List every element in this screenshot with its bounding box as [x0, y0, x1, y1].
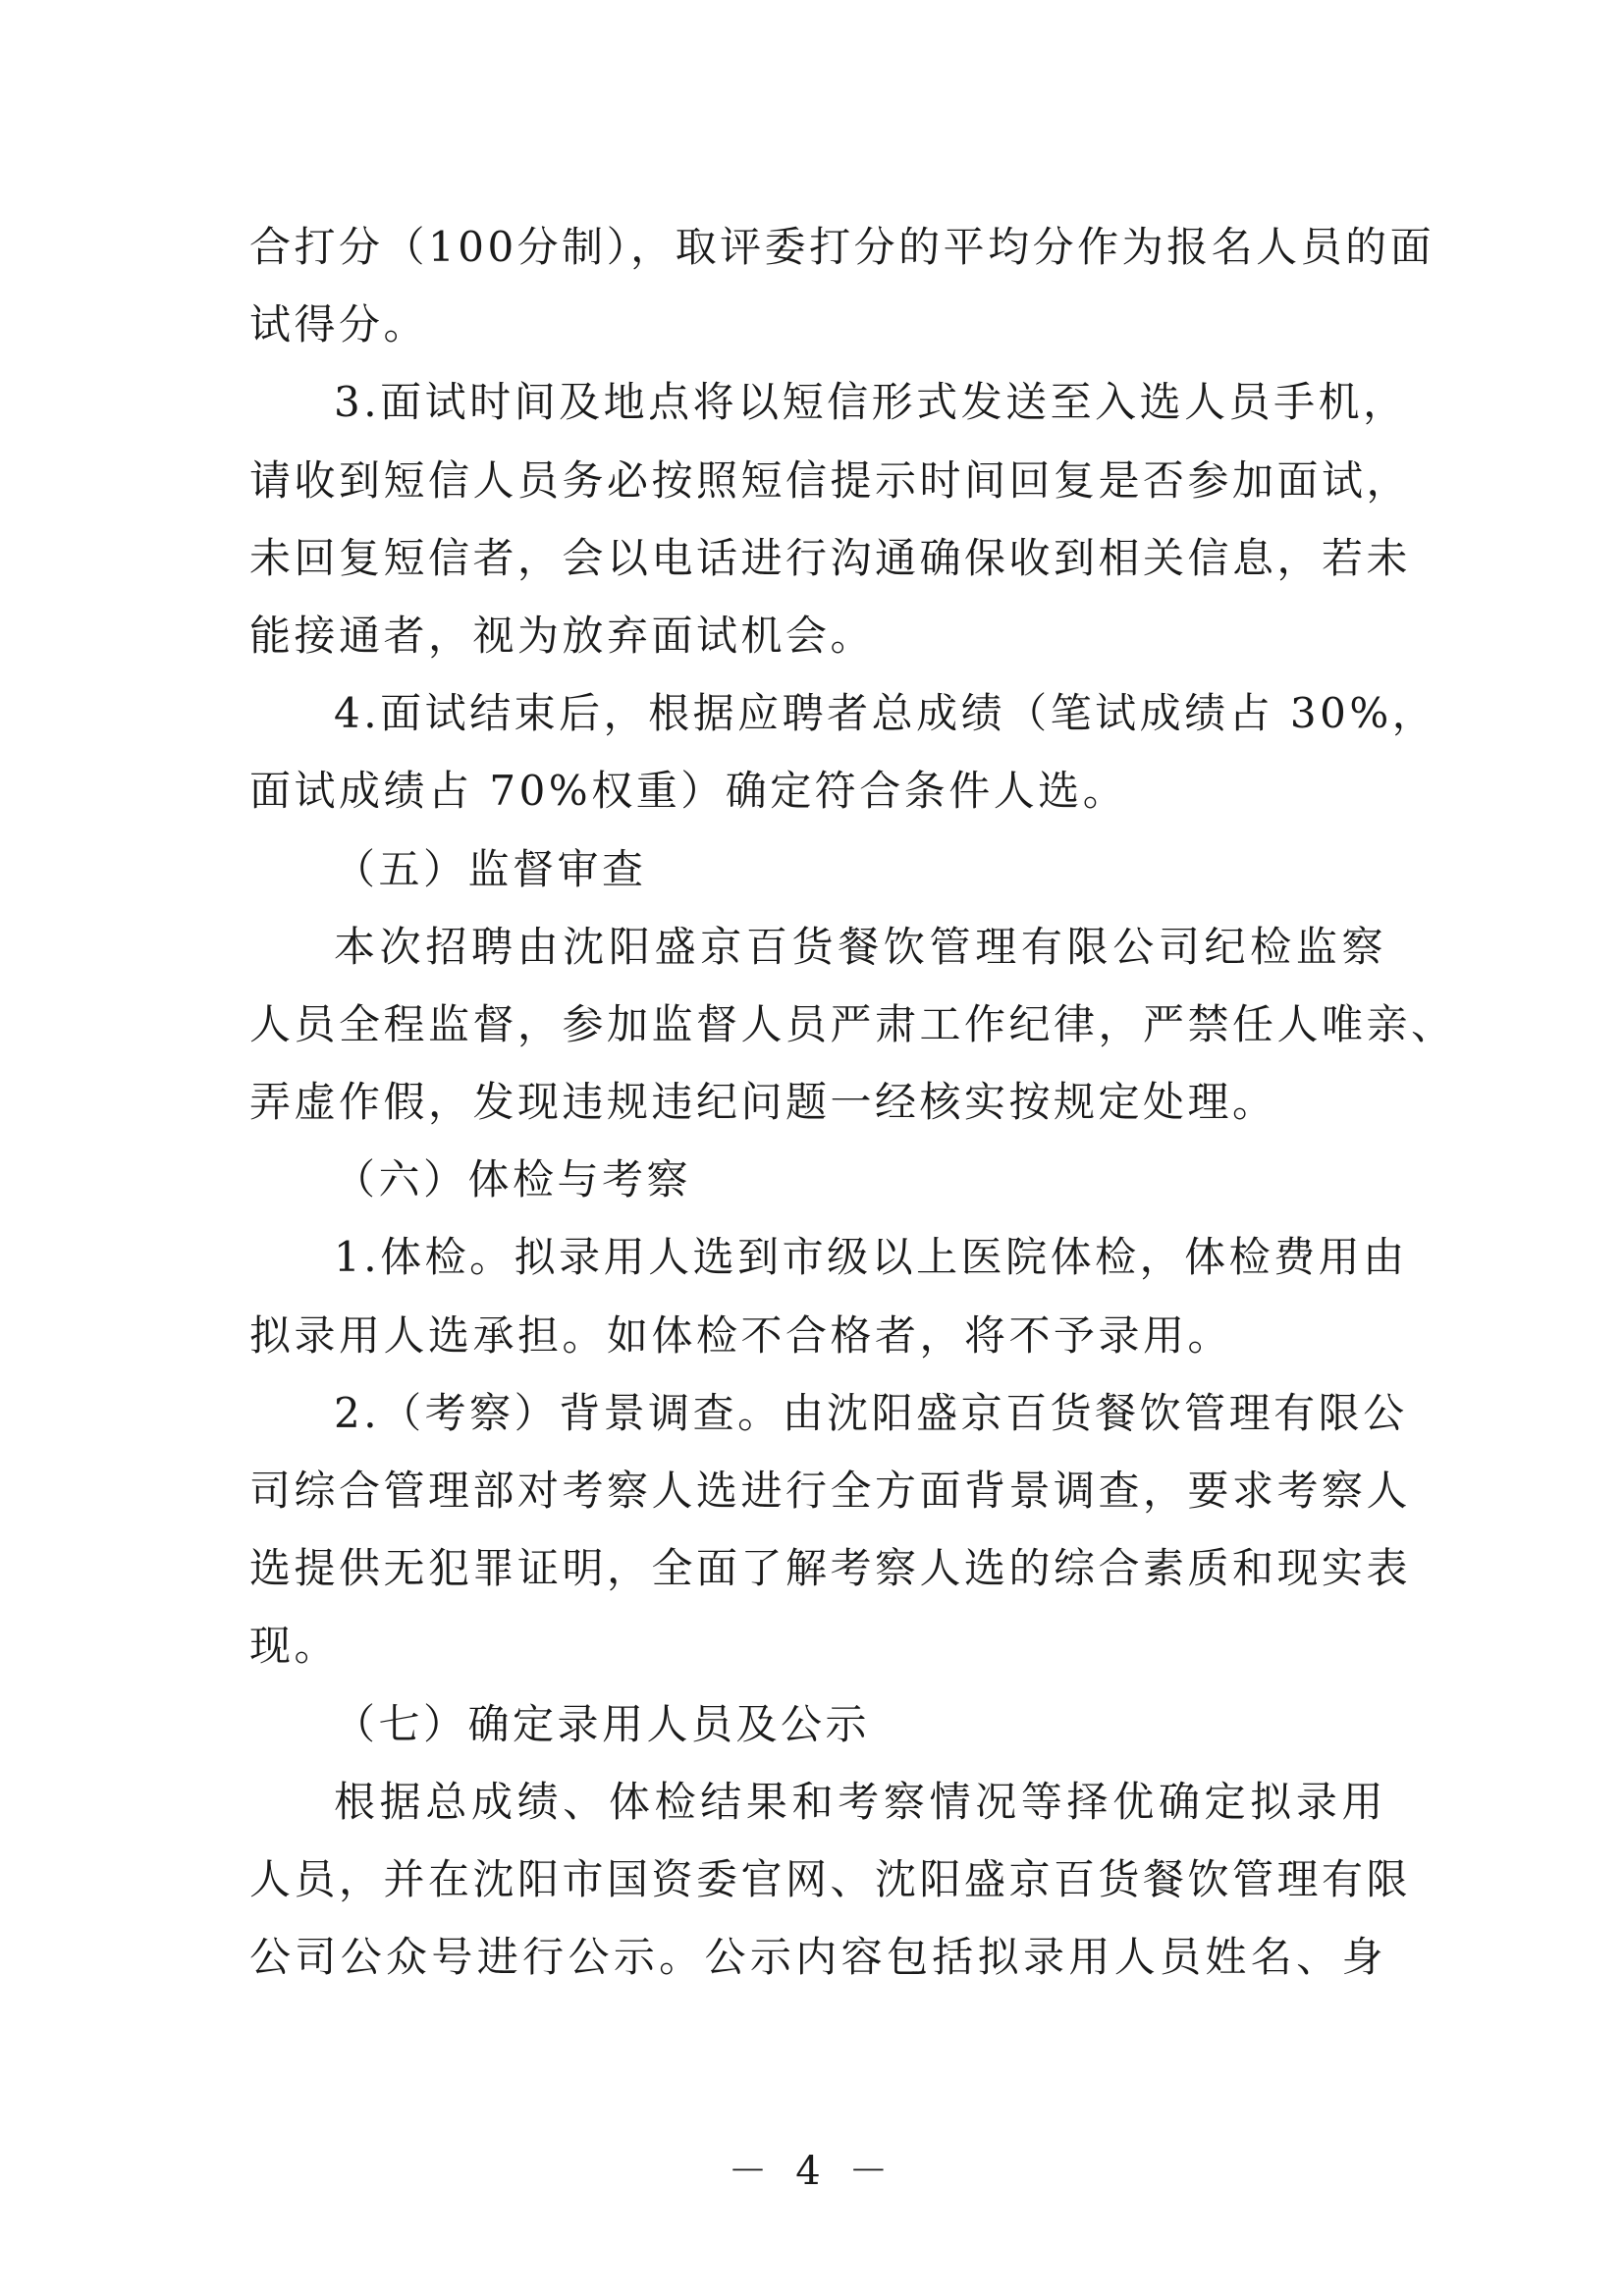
paragraph-line: 面试成绩占 70%权重）确定符合条件人选。 [249, 767, 1128, 816]
paragraph-line: 现。 [249, 1622, 340, 1671]
paragraph-line: 选提供无犯罪证明，全面了解考察人选的综合素质和现实表 [249, 1544, 1412, 1593]
paragraph-line: 司综合管理部对考察人选进行全方面背景调查，要求考察人 [249, 1467, 1412, 1515]
section-heading: （七）确定录用人员及公示 [334, 1699, 871, 1748]
paragraph-line: 根据总成绩、体检结果和考察情况等择优确定拟录用 [334, 1777, 1386, 1826]
document-body [249, 208, 1456, 1996]
paragraph-line: 合打分（100分制），取评委打分的平均分作为报名人员的面 [249, 223, 1435, 271]
paragraph-line: 人员全程监督，参加监督人员严肃工作纪律，严禁任人唯亲、 [249, 999, 1456, 1048]
paragraph-line: 请收到短信人员务必按照短信提示时间回复是否参加面试， [249, 455, 1412, 505]
section-heading: （六）体检与考察 [334, 1155, 692, 1204]
paragraph-line: 2.（考察）背景调查。由沈阳盛京百货餐饮管理有限公 [334, 1388, 1408, 1437]
paragraph-line: 4.面试结束后，根据应聘者总成绩（笔试成绩占 30%， [334, 689, 1437, 738]
paragraph-line: 弄虚作假，发现违规违纪问题一经核实按规定处理。 [249, 1078, 1277, 1127]
paragraph-line: 试得分。 [249, 300, 429, 349]
paragraph-line: 3.面试时间及地点将以短信形式发送至入选人员手机， [334, 378, 1408, 427]
paragraph-line: 能接通者，视为放弃面试机会。 [249, 611, 876, 660]
paragraph-line: 公司公众号进行公示。公示内容包括拟录用人员姓名、身 [249, 1933, 1386, 1982]
paragraph-line: 1.体检。拟录用人选到市级以上医院体检，体检费用由 [334, 1233, 1408, 1282]
paragraph-line: 人员，并在沈阳市国资委官网、沈阳盛京百货餐饮管理有限 [249, 1854, 1412, 1903]
page-number: － 4 － [728, 2149, 896, 2194]
paragraph-line: 本次招聘由沈阳盛京百货餐饮管理有限公司纪检监察 [334, 922, 1386, 971]
section-heading: （五）监督审查 [334, 844, 647, 893]
paragraph-line: 未回复短信者，会以电话进行沟通确保收到相关信息，若未 [249, 533, 1412, 582]
paragraph-line: 拟录用人选承担。如体检不合格者，将不予录用。 [249, 1310, 1233, 1360]
